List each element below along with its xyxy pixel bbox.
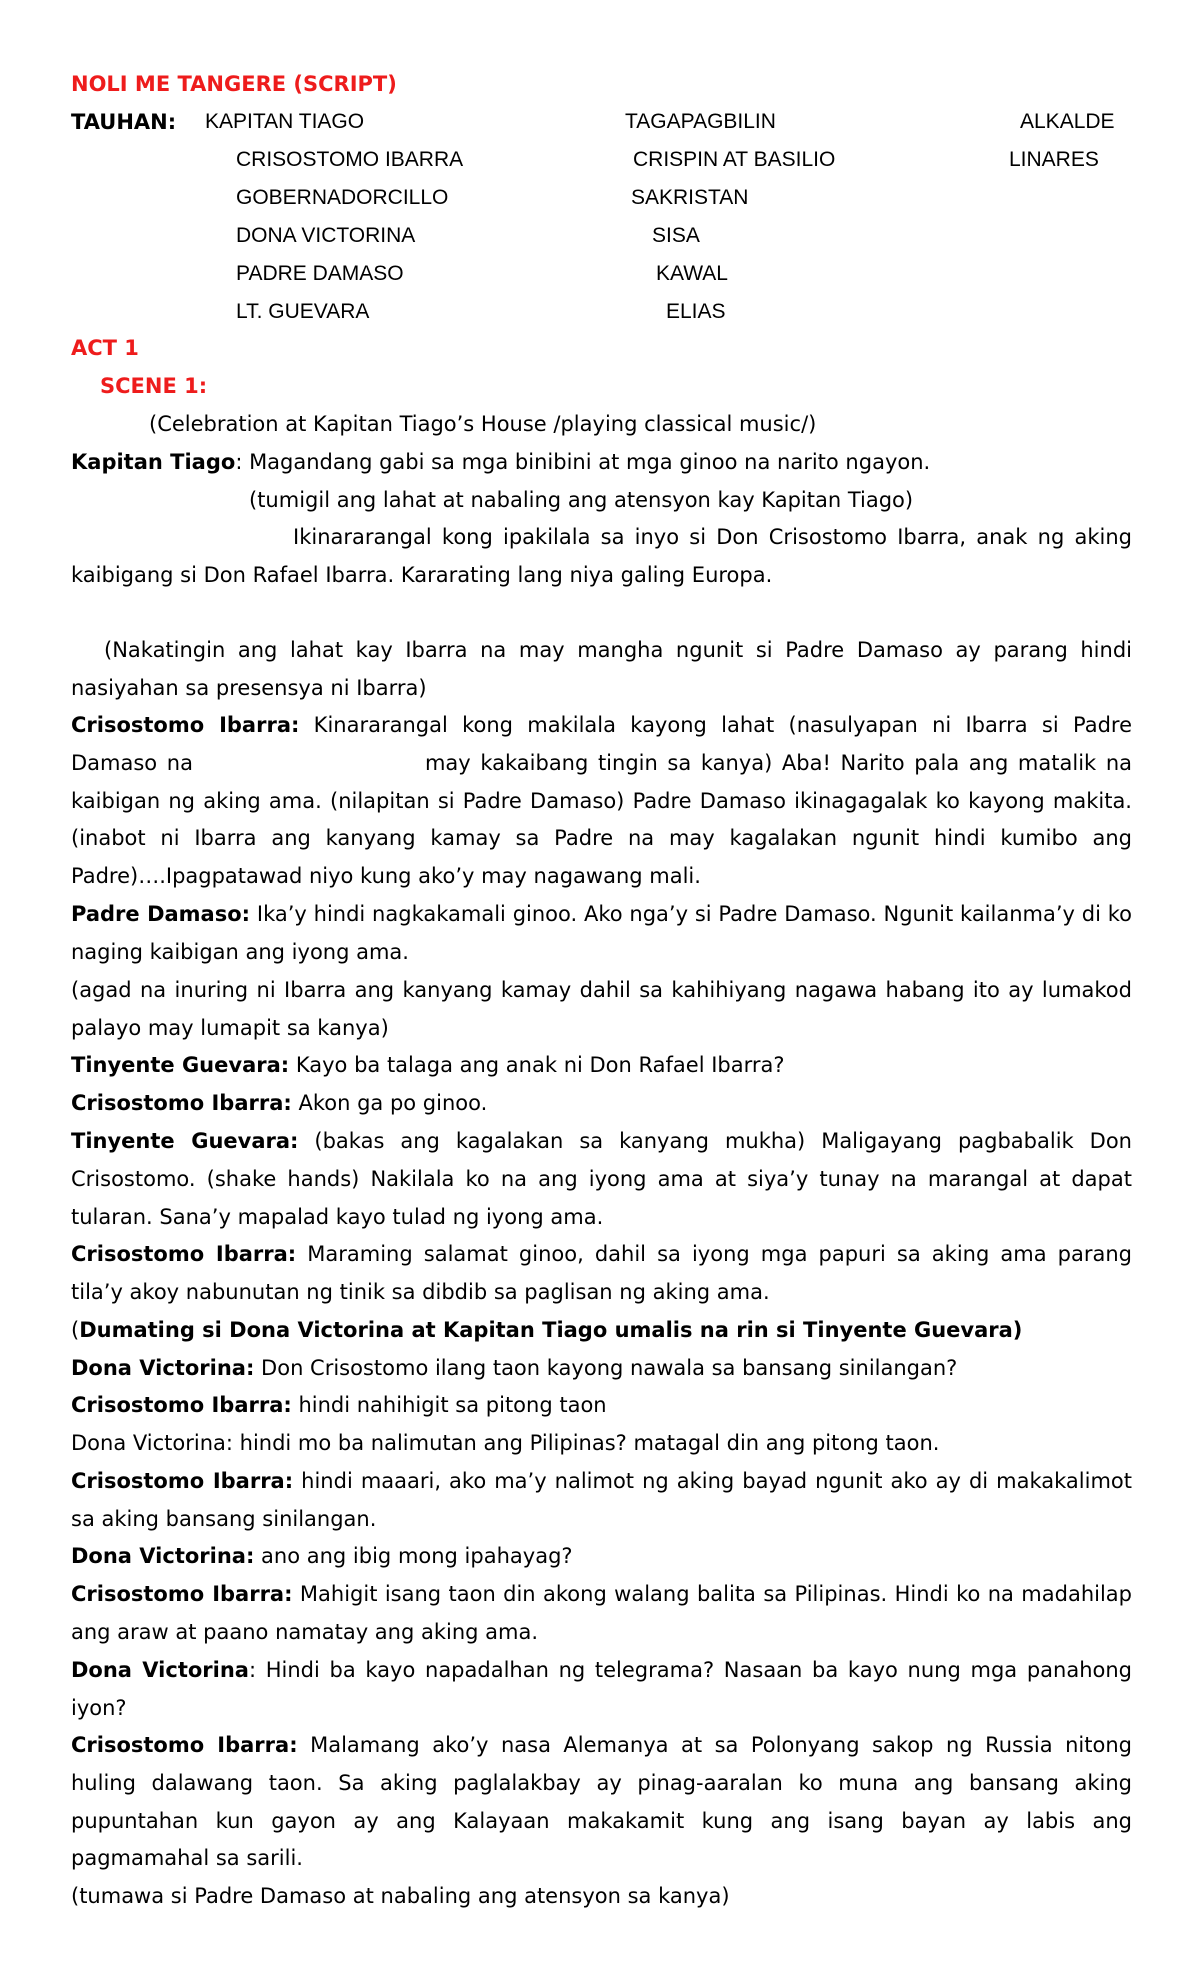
speaker-name: Crisostomo Ibarra:: [71, 1242, 297, 1266]
dialogue-text: Don Crisostomo ilang taon kayong nawala sa bansang sinilangan?: [254, 1356, 958, 1380]
speaker-name: Crisostomo Ibarra:: [71, 1091, 292, 1115]
cast-item: LINARES: [1009, 148, 1099, 171]
speaker-name: Padre Damaso:: [71, 902, 251, 926]
act-heading: ACT 1: [71, 336, 139, 360]
dialogue-text: Maraming salamat ginoo, dahil sa iyong mga papuri sa aking ama parang tila’y akoy nabunutan ng tinik sa dibdib sa paglisan ng aking ama.: [71, 1242, 1132, 1304]
cast-item: PADRE DAMASO: [236, 262, 404, 285]
speaker-name: Crisostomo Ibarra:: [71, 1393, 292, 1417]
dialogue-line: [71, 1727, 1132, 1878]
stage-direction: (tumigil ang lahat at nabaling ang atensyon kay Kapitan Tiago): [249, 488, 914, 512]
cast-item: DONA VICTORINA: [236, 224, 416, 247]
speaker-name: Dona Victorina:: [71, 1356, 255, 1380]
dialogue-line: [71, 1463, 1132, 1539]
speaker-name: Dona Victorina: [71, 1658, 249, 1682]
document-title: NOLI ME TANGERE (SCRIPT): [71, 72, 397, 96]
stage-direction: (tumawa si Padre Damaso at nabaling ang atensyon sa kanya): [71, 1884, 730, 1908]
dialogue-text: ano ang ibig mong ipahayag?: [254, 1544, 573, 1568]
cast-item: ELIAS: [666, 300, 726, 323]
stage-direction: (Celebration at Kapitan Tiago’s House /playing classical music/): [149, 412, 817, 436]
dialogue-text: (bakas ang kagalakan sa kanyang mukha) Maligayang pagbabalik Don Crisostomo. (shake hands) Nakilala ko na ang iyong ama at siya’y tunay na marangal at dapat tularan. Sana’y mapalad kayo tulad ng iyong ama.: [71, 1129, 1132, 1229]
dialogue-line: [71, 1085, 1132, 1123]
speaker-name: Tinyente Guevara:: [71, 1129, 299, 1153]
cast-item: TAGAPAGBILIN: [625, 110, 776, 133]
dialogue-text: hindi maaari, ako ma’y nalimot ng aking bayad ngunit ako ay di makakalimot sa aking bansang sinilangan.: [71, 1469, 1132, 1531]
stage-direction: (Dumating si Dona Victorina at Kapitan Tiago umalis na rin si Tinyente Guevara): [71, 1318, 1023, 1342]
dialogue-text: Ika’y hindi nagkakamali ginoo. Ako nga’y si Padre Damaso. Ngunit kailanma’y di ko naging kaibigan ang iyong ama.: [71, 902, 1133, 964]
dialogue-text: : Magandang gabi sa mga binibini at mga ginoo na narito ngayon.: [235, 450, 931, 474]
dialogue-line: [71, 1236, 1132, 1312]
speaker-name: Dona Victorina:: [71, 1544, 255, 1568]
dialogue-text: Kinararangal kong makilala kayong lahat (nasulyapan ni Ibarra si Padre Damaso na: [71, 713, 1132, 775]
cast-item: SISA: [652, 224, 700, 247]
dialogue-line: [71, 1350, 1132, 1388]
cast-item: ALKALDE: [1020, 110, 1115, 133]
dialogue-text: Mahigit isang taon din akong walang balita sa Pilipinas. Hindi ko na madahilap ang araw at paano namatay ang aking ama.: [71, 1582, 1132, 1644]
stage-direction: (agad na inuring ni Ibarra ang kanyang kamay dahil sa kahihiyang nagawa habang ito ay lumakod palayo may lumapit sa kanya): [71, 978, 1132, 1040]
cast-item: SAKRISTAN: [631, 186, 749, 209]
dialogue-line: [71, 448, 930, 476]
stage-direction: (Nakatingin ang lahat kay Ibarra na may mangha ngunit si Padre Damaso ay parang hindi nasiyahan sa presensya ni Ibarra): [71, 638, 1132, 700]
dialogue-text: may kakaibang tingin sa kanya) Aba! Narito pala ang matalik na kaibigan ng aking ama. (nilapitan si Padre Damaso) Padre Damaso ikinagagalak ko kayong makita. (inabot ni Ibarra ang kanyang kamay sa Padre na may kagalakan ngunit hindi kumibo ang Padre)….Ipagpatawad niyo kung ako’y may nagawang mali.: [71, 750, 1132, 888]
speaker-name: Crisostomo Ibarra:: [71, 1469, 294, 1493]
dialogue-text: hindi nahihigit sa pitong taon: [291, 1393, 607, 1417]
dialogue-line: [71, 1047, 1132, 1085]
dialogue-line: [71, 1652, 1132, 1728]
dialogue-line: [71, 1538, 1132, 1576]
dialogue-text: : Hindi ba kayo napadalhan ng telegrama? Nasaan ba kayo nung mga panahong iyon?: [71, 1658, 1132, 1720]
dialogue-line: [71, 896, 1132, 972]
dialogue-line: [71, 1576, 1132, 1652]
cast-item: CRISOSTOMO IBARRA: [236, 148, 464, 171]
cast-item: GOBERNADORCILLO: [236, 186, 449, 209]
dialogue-line: [71, 707, 1132, 896]
speaker-name: Crisostomo Ibarra:: [71, 713, 300, 737]
dialogue-line: [71, 1387, 1132, 1425]
cast-item: KAPITAN TIAGO: [205, 110, 365, 133]
cast-item: KAWAL: [656, 262, 728, 285]
speaker-name: Tinyente Guevara:: [71, 1053, 290, 1077]
cast-item: CRISPIN AT BASILIO: [633, 148, 836, 171]
dialogue-text: Malamang ako’y nasa Alemanya at sa Polonyang sakop ng Russia nitong huling dalawang taon. Sa aking paglalakbay ay pinag-aaralan ko muna ang bansang aking pupuntahan kun gayon ay ang Kalayaan makakamit kung ang isang bayan ay labis ang pagmamahal sa sarili.: [71, 1733, 1132, 1871]
speaker-name: Crisostomo Ibarra:: [71, 1582, 293, 1606]
dialogue-line: [71, 1123, 1132, 1236]
cast-label: TAUHAN:: [71, 110, 177, 134]
dialogue-line: Dona Victorina: hindi mo ba nalimutan ang Pilipinas? matagal din ang pitong taon.: [71, 1431, 940, 1455]
dialogue-continuation: Ikinararangal kong ipakilala sa inyo si Don Crisostomo Ibarra, anak ng aking kaibigang si Don Rafael Ibarra. Kararating lang niya galing Europa.: [71, 525, 1132, 587]
speaker-name: Crisostomo Ibarra:: [71, 1733, 298, 1757]
scene-heading: SCENE 1:: [100, 374, 208, 398]
dialogue-text: Akon ga po ginoo.: [291, 1091, 488, 1115]
dialogue-text: Kayo ba talaga ang anak ni Don Rafael Ibarra?: [289, 1053, 785, 1077]
speaker-name: Kapitan Tiago: [71, 450, 236, 474]
cast-item: LT. GUEVARA: [236, 300, 370, 323]
